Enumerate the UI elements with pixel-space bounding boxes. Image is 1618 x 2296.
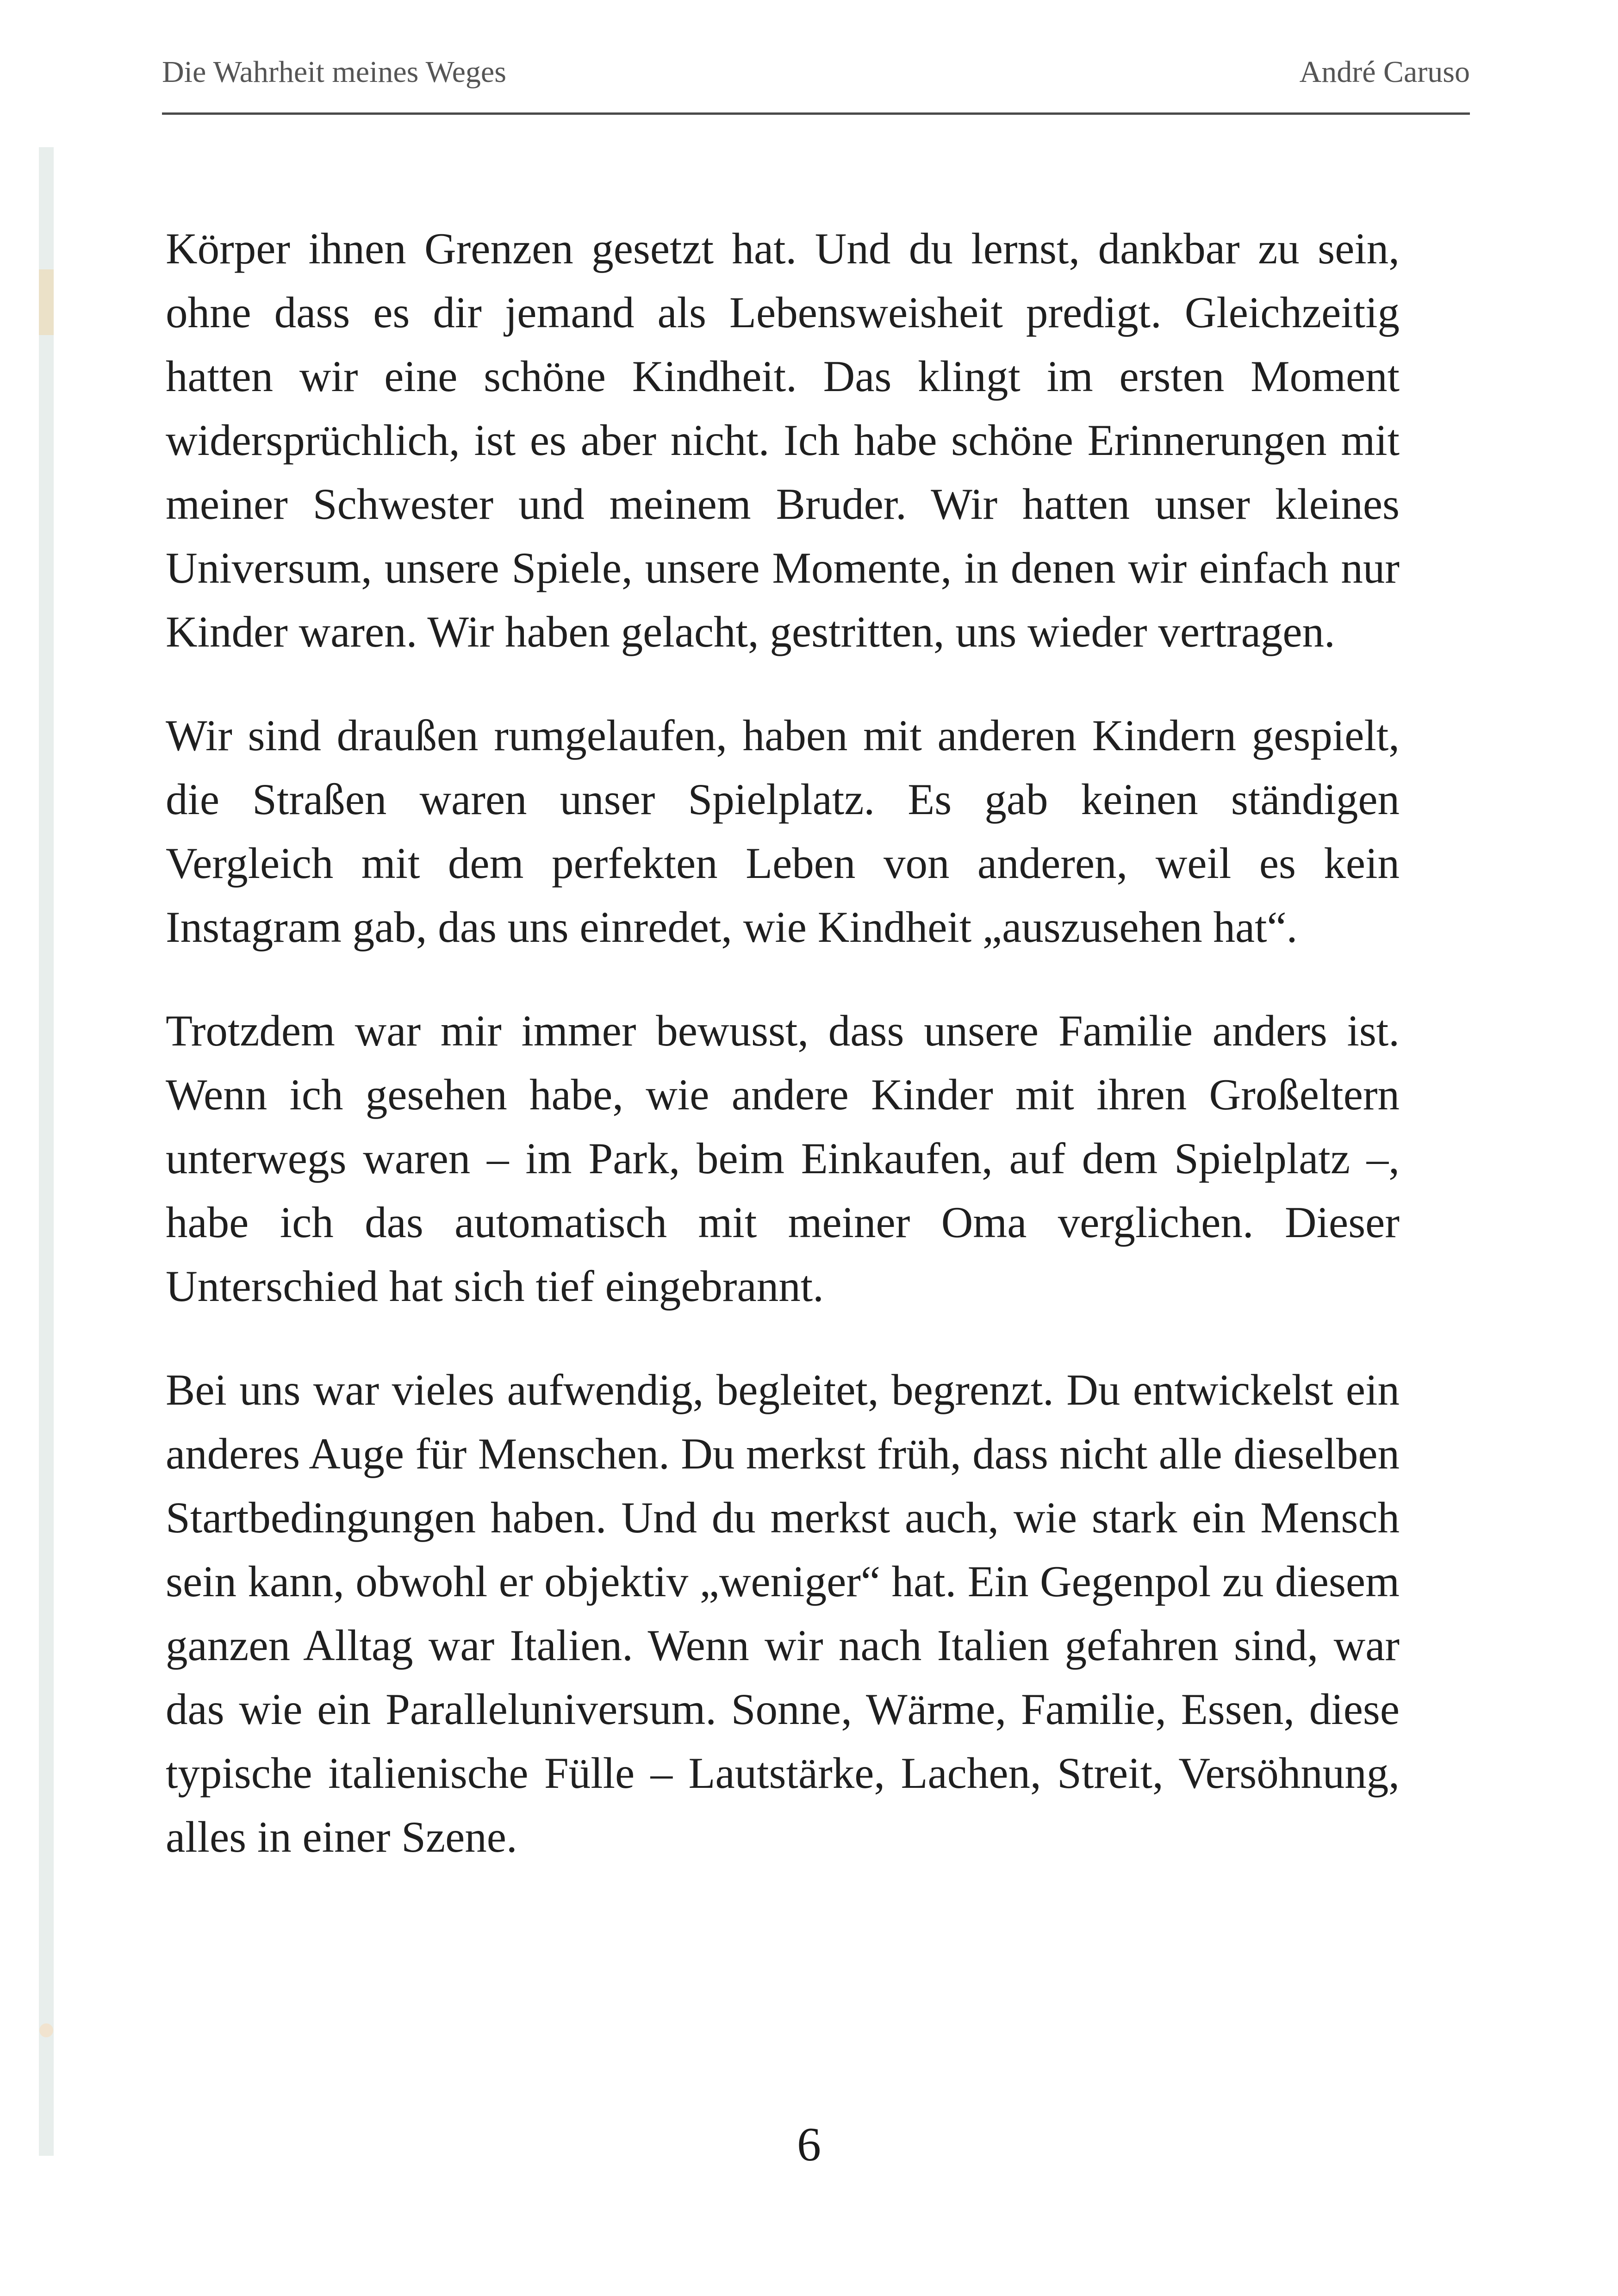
paragraph: Trotzdem war mir immer bewusst, dass unsere Familie anders ist. Wenn ich gesehen habe, wie andere Kinder mit ihren Großeltern unterwegs waren – im Park, beim Einkaufen, auf dem Spielplatz –, habe ich das automatisch mit meiner Oma verglichen. Dieser Unterschied hat sich tief eingebrannt. (166, 1006, 1400, 1311)
header-divider (162, 112, 1470, 115)
page-edge-strip (39, 147, 54, 2156)
author-name: André Caruso (1299, 55, 1470, 89)
running-header (162, 55, 1470, 92)
paragraph: Wir sind draußen rumgelaufen, haben mit anderen Kindern gespielt, die Straßen waren unser Spielplatz. Es gab keinen ständigen Vergleich mit dem perfekten Leben von anderen, weil es kein Instagram gab, das uns einredet, wie Kindheit „auszusehen hat“. (166, 711, 1400, 952)
page-edge-dot (39, 2023, 53, 2037)
page-body (166, 217, 1400, 1909)
page-edge-marker (39, 269, 54, 335)
page-number: 6 (797, 2118, 821, 2171)
paragraph: Bei uns war vieles aufwendig, begleitet, begrenzt. Du entwickelst ein anderes Auge für Menschen. Du merkst früh, dass nicht alle dieselben Startbedingungen haben. Und du merkst auch, wie stark ein Mensch sein kann, obwohl er objektiv „weniger“ hat. Ein Gegenpol zu diesem ganzen Alltag war Italien. Wenn wir nach Italien gefahren sind, war das wie ein Paralleluniversum. Sonne, Wärme, Familie, Essen, diese typische italienische Fülle – Lautstärke, Lachen, Streit, Versöhnung, alles in einer Szene. (166, 1365, 1400, 1861)
book-title: Die Wahrheit meines Weges (162, 55, 506, 89)
paragraph: Körper ihnen Grenzen gesetzt hat. Und du lernst, dankbar zu sein, ohne dass es dir jemand als Lebensweisheit predigt. Gleichzeitig hatten wir eine schöne Kindheit. Das klingt im ersten Moment widersprüchlich, ist es aber nicht. Ich habe schöne Erinnerungen mit meiner Schwester und meinem Bruder. Wir hatten unser kleines Universum, unsere Spiele, unsere Momente, in denen wir einfach nur Kinder waren. Wir haben gelacht, gestritten, uns wieder vertragen. (166, 224, 1400, 656)
